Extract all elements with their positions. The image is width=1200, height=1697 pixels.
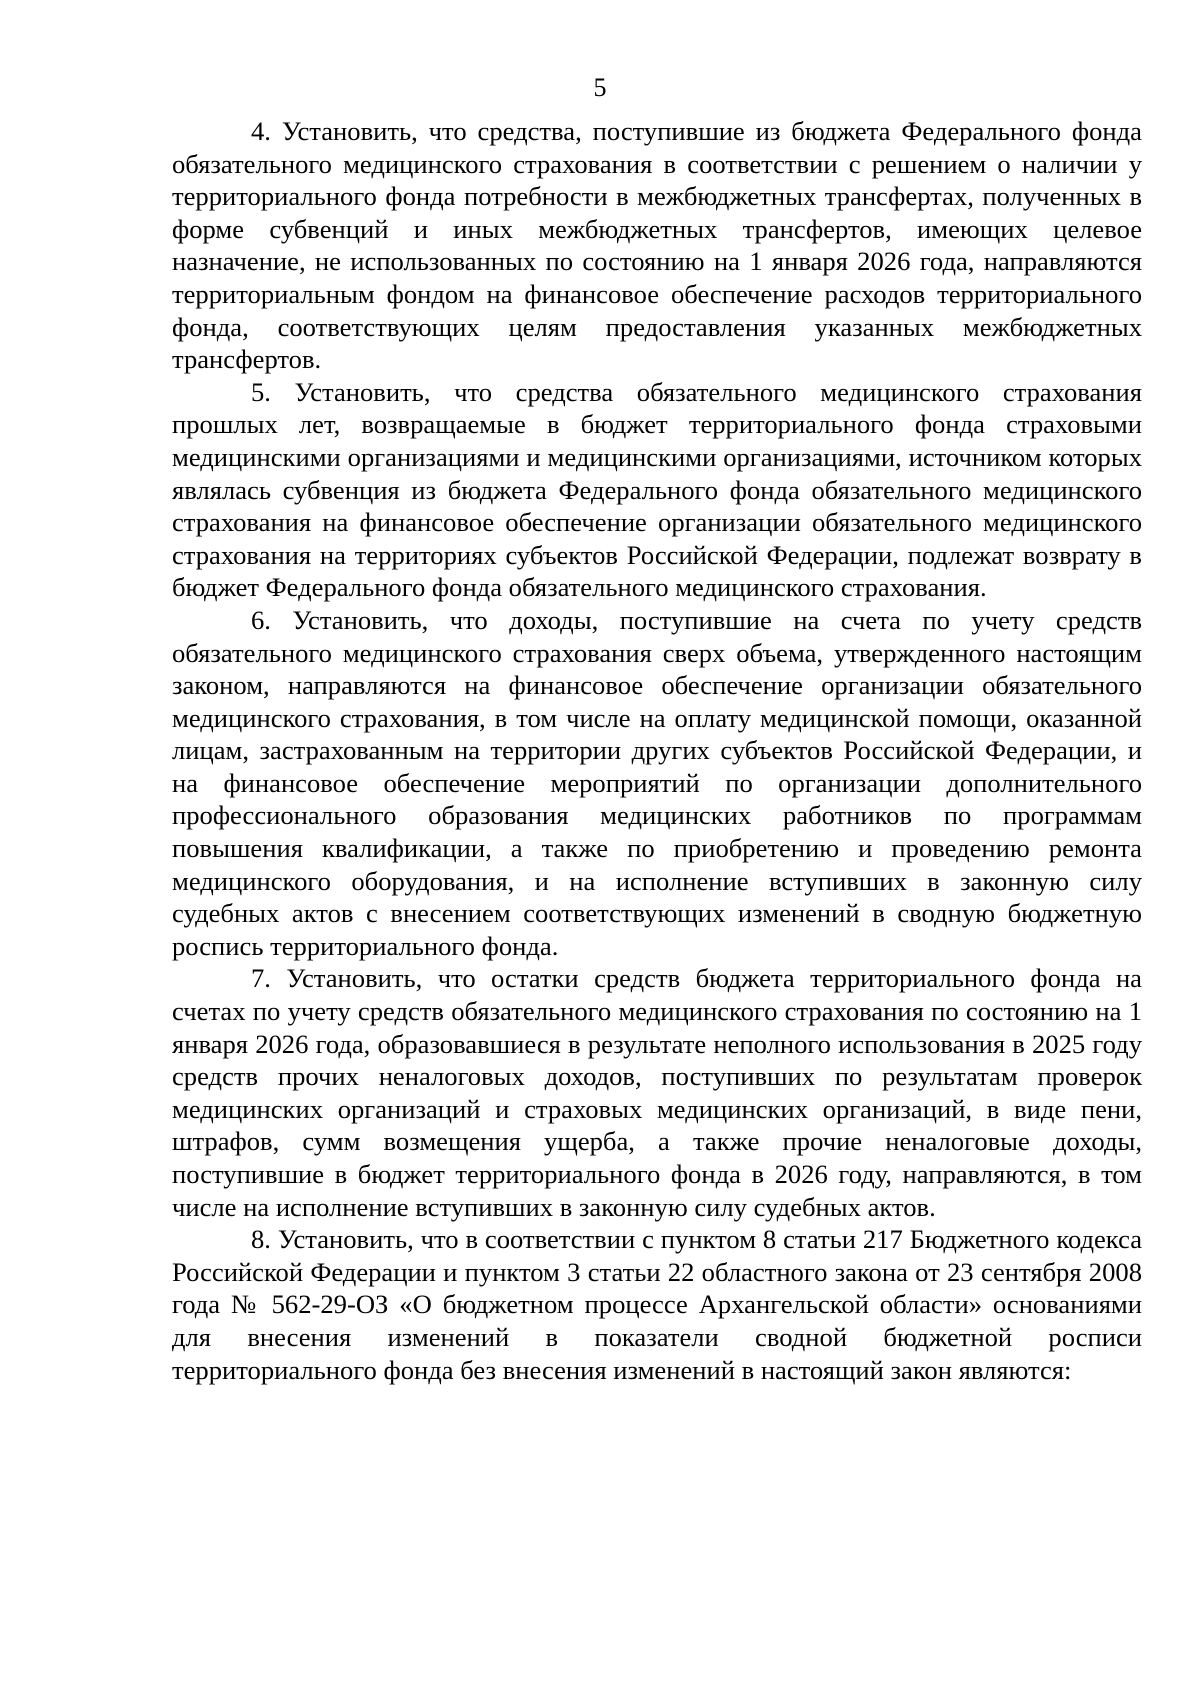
paragraph-4: 4. Установить, что средства, поступившие из бюджета Федерального фонда обязательного медицинского страхования в соответствии с решением о наличии у территориального фонда потребности в межбюджетных трансфертах, полученных в форме субвенций и иных межбюджетных трансфертов, имеющих целевое назначение, не использованных по состоянию на 1 января 2026 года, направляются территориальным фондом на финансовое обеспечение расходов территориального фонда, соответствующих целям предоставления указанных межбюджетных трансфертов. xyxy=(172,116,1142,375)
document-body xyxy=(172,115,1142,1386)
paragraph-6: 6. Установить, что доходы, поступившие на счета по учету средств обязательного медицинского страхования сверх объема, утвержденного настоящим законом, направляются на финансовое обеспечение организации обязательного медицинского страхования, в том числе на оплату медицинской помощи, оказанной лицам, застрахованным на территории других субъектов Российской Федерации, и на финансовое обеспечение мероприятий по организации дополнительного профессионального образования медицинских работников по программам повышения квалификации, а также по приобретению и проведению ремонта медицинского оборудования, и на исполнение вступивших в законную силу судебных актов с внесением соответствующих изменений в сводную бюджетную роспись территориального фонда. xyxy=(172,604,1142,961)
paragraph-7: 7. Установить, что остатки средств бюджета территориального фонда на счетах по учету средств обязательного медицинского страхования по состоянию на 1 января 2026 года, образовавшиеся в результате неполного использования в 2025 году средств прочих неналоговых доходов, поступивших по результатам проверок медицинских организаций и страховых медицинских организаций, в виде пени, штрафов, сумм возмещения ущерба, а также прочие неналоговые доходы, поступившие в бюджет территориального фонда в 2026 году, направляются, в том числе на исполнение вступивших в законную силу судебных актов. xyxy=(172,963,1142,1222)
paragraph-8: 8. Установить, что в соответствии с пунктом 8 статьи 217 Бюджетного кодекса Российской Федерации и пунктом 3 статьи 22 областного закона от 23 сентября 2008 года № 562-29-ОЗ «О бюджетном процессе Архангельской области» основаниями для внесения изменений в показатели сводной бюджетной росписи территориального фонда без внесения изменений в настоящий закон являются: xyxy=(172,1224,1142,1385)
paragraph-5: 5. Установить, что средства обязательного медицинского страхования прошлых лет, возвращаемые в бюджет территориального фонда страховыми медицинскими организациями и медицинскими организациями, источником которых являлась субвенция из бюджета Федерального фонда обязательного медицинского страхования на финансовое обеспечение организации обязательного медицинского страхования на территориях субъектов Российской Федерации, подлежат возврату в бюджет Федерального фонда обязательного медицинского страхования. xyxy=(172,376,1142,603)
page-number: 5 xyxy=(593,73,607,102)
